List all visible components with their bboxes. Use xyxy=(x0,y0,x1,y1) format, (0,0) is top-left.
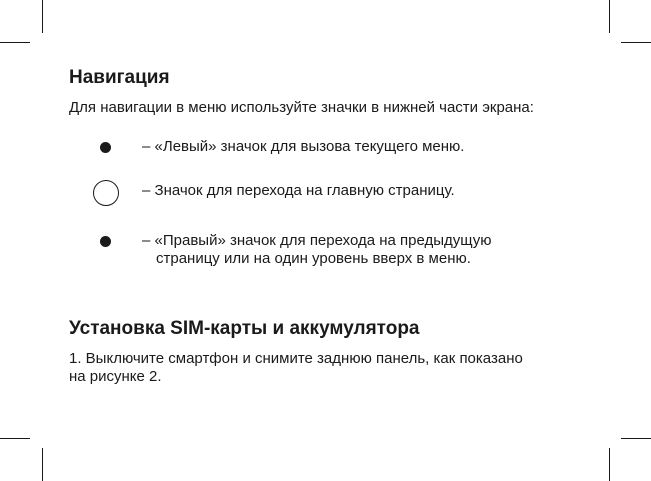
home-icon-description xyxy=(142,182,455,200)
crop-mark-bottom-left xyxy=(42,448,43,481)
right-icon-dot-icon xyxy=(100,236,111,247)
sim-install-step1 xyxy=(69,350,523,386)
crop-mark-top-left xyxy=(42,0,43,33)
crop-mark-top-left-horizontal xyxy=(0,42,30,43)
sim-install-step1-line2: на рисунке 2. xyxy=(69,368,162,385)
sim-install-heading: Установка SIM-карты и аккумулятора xyxy=(69,318,420,339)
crop-mark-top-right xyxy=(609,0,610,33)
right-icon-description-line1: – «Правый» значок для перехода на предыдущую xyxy=(142,232,492,249)
crop-mark-bottom-left-horizontal xyxy=(0,438,30,439)
left-icon-dot-icon xyxy=(100,142,111,153)
crop-mark-bottom-right-horizontal xyxy=(621,438,651,439)
sim-install-step1-line1: 1. Выключите смартфон и снимите заднюю панель, как показано xyxy=(69,350,523,367)
right-icon-description xyxy=(142,232,492,268)
navigation-intro: Для навигации в меню используйте значки в нижней части экрана: xyxy=(69,99,534,116)
crop-mark-bottom-right xyxy=(609,448,610,481)
home-icon-description-line: – Значок для перехода на главную страницу. xyxy=(142,182,455,199)
left-icon-description xyxy=(142,138,464,156)
right-icon-description-line2: страницу или на один уровень вверх в меню. xyxy=(156,250,471,267)
left-icon-description-line: – «Левый» значок для вызова текущего меню. xyxy=(142,138,465,155)
crop-mark-top-right-horizontal xyxy=(621,42,651,43)
navigation-heading: Навигация xyxy=(69,67,170,88)
home-circle-icon xyxy=(93,180,119,206)
